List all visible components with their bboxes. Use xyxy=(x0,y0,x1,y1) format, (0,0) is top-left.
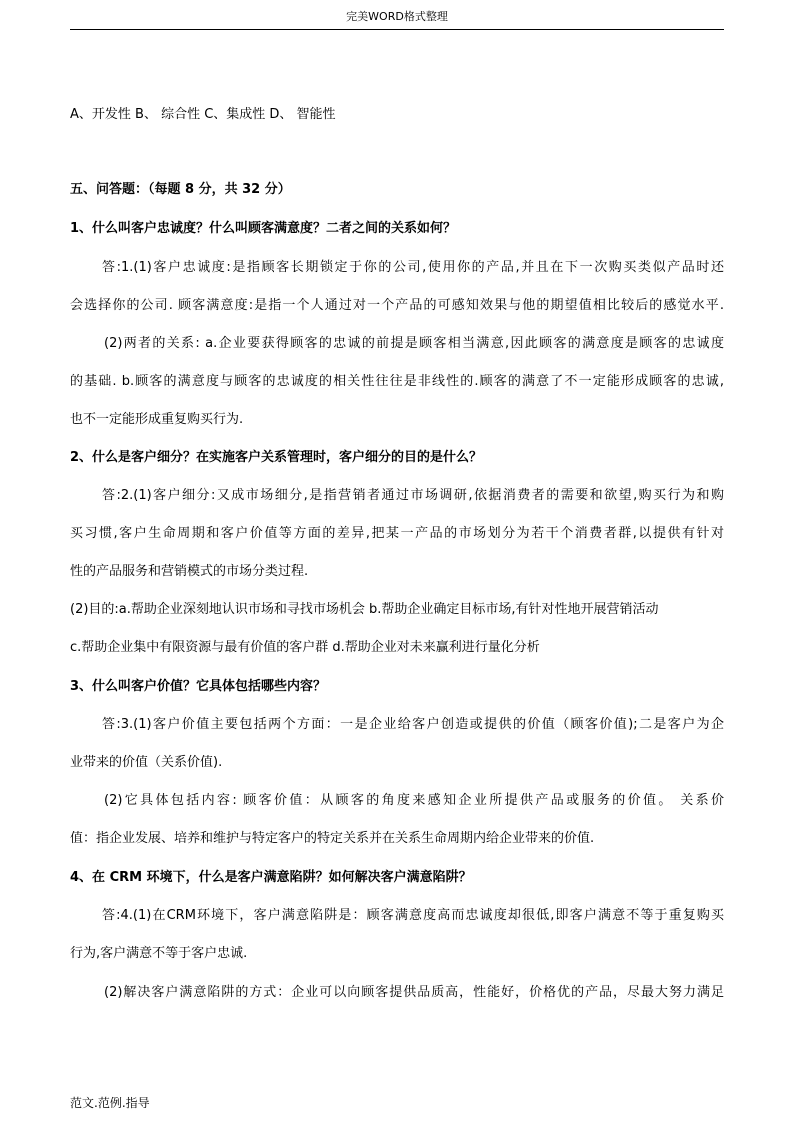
answer-4-line-2: 行为,客户满意不等于客户忠诚. xyxy=(70,946,248,961)
question-2-title: 2、什么是客户细分？在实施客户关系管理时，客户细分的目的是什么？ xyxy=(70,450,483,465)
answer-4-line-1: 答:4.(1)在CRM环境下，客户满意陷阱是：顾客满意度高而忠诚度却很低,即客户满意不等于重复购买 xyxy=(102,908,724,923)
answer-3-line-3: (2)它具体包括内容: 顾客价值：从顾客的角度来感知企业所提供产品或服务的价值。 关系价 xyxy=(104,793,724,808)
answer-2-line-5: c.帮助企业集中有限资源与最有价值的客户群 d.帮助企业对未来赢利进行量化分析 xyxy=(70,640,540,655)
answer-2-line-2: 买习惯,客户生命周期和客户价值等方面的差异,把某一产品的市场划分为若干个消费者群,以提供有针对 xyxy=(70,526,724,541)
answer-2-line-1: 答:2.(1)客户细分:又成市场细分,是指营销者通过市场调研,依据消费者的需要和欲望,购买行为和购 xyxy=(102,488,724,503)
answer-2-line-4: (2)目的:a.帮助企业深刻地认识市场和寻找市场机会 b.帮助企业确定目标市场,有针对性地开展营销活动 xyxy=(70,602,659,617)
answer-1-line-2: 会选择你的公司. 顾客满意度:是指一个人通过对一个产品的可感知效果与他的期望值相比较后的感觉水平. xyxy=(70,298,724,313)
page-header-title: 完美WORD格式整理 xyxy=(346,10,448,23)
header-divider xyxy=(70,29,724,30)
answer-3-line-1: 答:3.(1)客户价值主要包括两个方面：一是企业给客户创造或提供的价值（顾客价值);二是客户为企 xyxy=(102,717,724,732)
answer-3-line-2: 业带来的价值（关系价值). xyxy=(70,755,223,770)
answer-2-line-3: 性的产品服务和营销模式的市场分类过程. xyxy=(70,564,309,579)
answer-1-line-5: 也不一定能形成重复购买行为. xyxy=(70,412,244,427)
answer-1-line-4: 的基础. b.顾客的满意度与顾客的忠诚度的相关性往往是非线性的.顾客的满意了不一定能形成顾客的忠诚, xyxy=(70,374,724,389)
page-footer: 范文.范例.指导 xyxy=(70,1096,150,1110)
options-line: A、开发性 B、 综合性 C、集成性 D、 智能性 xyxy=(70,107,336,122)
section-title: 五、问答题：（每题 8 分，共 32 分） xyxy=(70,182,291,197)
answer-3-line-4: 值：指企业发展、培养和维护与特定客户的特定关系并在关系生命周期内给企业带来的价值. xyxy=(70,831,595,846)
question-4-title: 4、在 CRM 环境下，什么是客户满意陷阱？如何解决客户满意陷阱？ xyxy=(70,870,472,885)
answer-1-line-1: 答:1.(1)客户忠诚度:是指顾客长期锁定于你的公司,使用你的产品,并且在下一次购买类似产品时还 xyxy=(102,260,724,275)
question-3-title: 3、什么叫客户价值？它具体包括哪些内容？ xyxy=(70,679,327,694)
answer-4-line-3: (2)解决客户满意陷阱的方式：企业可以向顾客提供品质高，性能好，价格优的产品，尽最大努力满足 xyxy=(104,985,724,1000)
question-1-title: 1、什么叫客户忠诚度？什么叫顾客满意度？二者之间的关系如何？ xyxy=(70,221,457,236)
answer-1-line-3: (2)两者的关系: a.企业要获得顾客的忠诚的前提是顾客相当满意,因此顾客的满意度是顾客的忠诚度 xyxy=(104,336,724,351)
